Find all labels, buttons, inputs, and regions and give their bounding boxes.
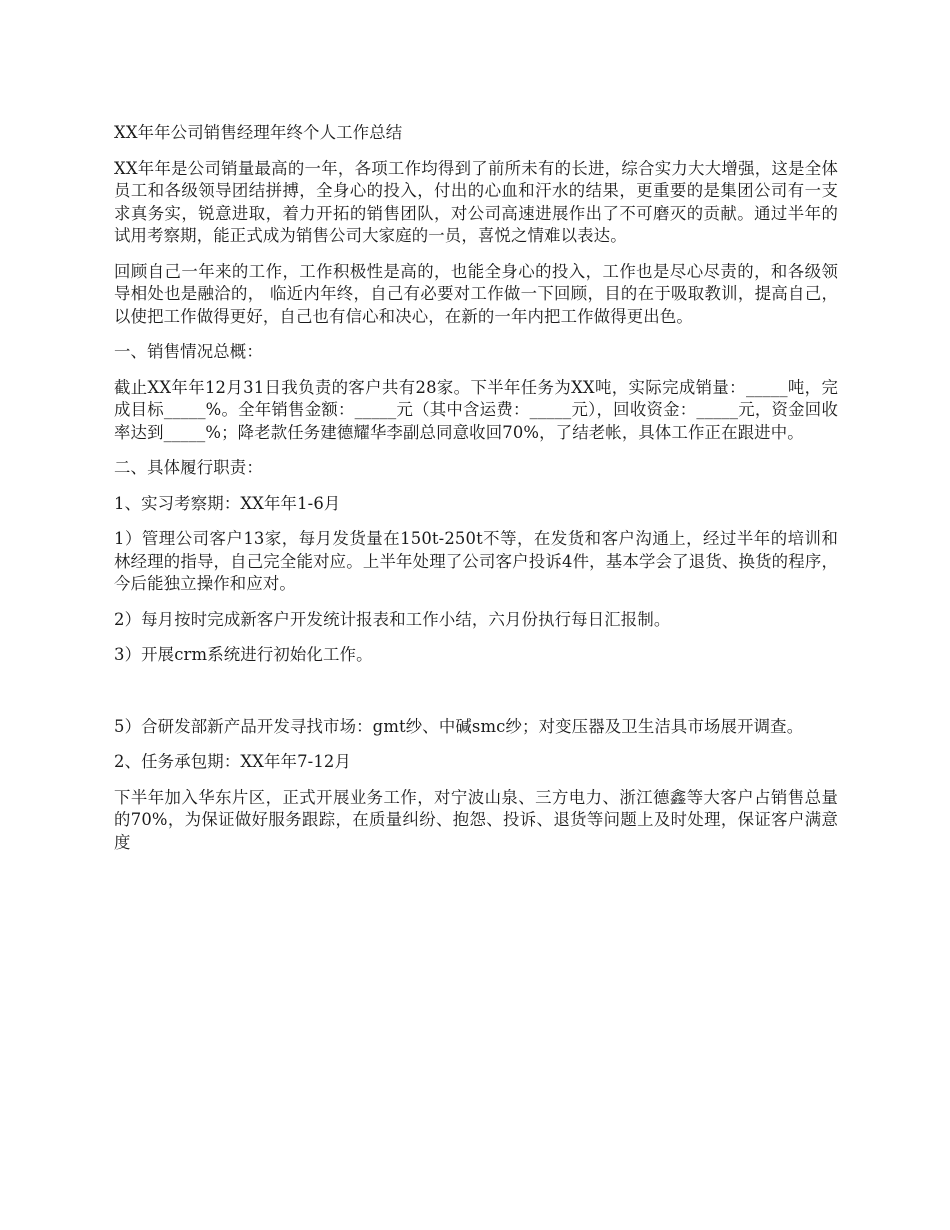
list-item-5: 5）合研发部新产品开发寻找市场：gmt纱、中碱smc纱；对变压器及卫生洁具市场展开调查。: [114, 716, 804, 736]
list-item-2: 2）每月按时完成新客户开发统计报表和工作小结，六月份执行每日汇报制。: [114, 609, 671, 629]
list-item-3: 3）开展crm系统进行初始化工作。: [114, 645, 373, 664]
subsection-heading-internship: 1、实习考察期：XX年年1-6月: [114, 493, 341, 513]
paragraph-sales-figures: 截止XX年年12月31日我负责的客户共有28家。下半年任务为XX吨，实际完成销量：_____吨，完成目标_____%。全年销售金额：_____元（其中含运费：_____元），回收资金：_____元，资金回收率达到_____%；降老款任务建德耀华李副总同意收回70%，了结老帐，具体工作正在跟进中。: [114, 377, 838, 442]
section-heading-duties: 二、具体履行职责：: [114, 458, 263, 477]
paragraph-review: 回顾自己一年来的工作，工作积极性是高的，也能全身心的投入，工作也是尽心尽责的，和各级领导相处也是融洽的， 临近内年终，自己有必要对工作做一下回顾，目的在于吸取教训，提高自己，以使把工作做得更好，自己也有信心和决心，在新的一年内把工作做得更出色。: [114, 261, 838, 326]
subsection-heading-contract-period: 2、任务承包期：XX年年7-12月: [114, 752, 352, 771]
paragraph-second-half: 下半年加入华东片区，正式开展业务工作，对宁波山泉、三方电力、浙江德鑫等大客户占销售总量的70%，为保证做好服务跟踪，在质量纠纷、抱怨、投诉、退货等问题上及时处理，保证客户满意度: [114, 787, 838, 852]
list-item-1: 1）管理公司客户13家，每月发货量在150t-250t不等，在发货和客户沟通上，经过半年的培训和林经理的指导，自己完全能对应。上半年处理了公司客户投诉4件，基本学会了退货、换货的程序，今后能独立操作和应对。: [114, 529, 838, 593]
blank-gap: [114, 680, 838, 716]
document-title: XX年年公司销售经理年终个人工作总结: [114, 123, 403, 142]
section-heading-sales-overview: 一、销售情况总概：: [114, 342, 263, 361]
document-page: [114, 122, 838, 867]
paragraph-intro: XX年年是公司销量最高的一年，各项工作均得到了前所未有的长进，综合实力大大增强，这是全体员工和各级领导团结拼搏，全身心的投入，付出的心血和汗水的结果，更重要的是集团公司有一支求真务实，锐意进取，着力开拓的销售团队，对公司高速进展作出了不可磨灭的贡献。通过半年的试用考察期，能正式成为销售公司大家庭的一员，喜悦之情难以表达。: [114, 158, 838, 245]
